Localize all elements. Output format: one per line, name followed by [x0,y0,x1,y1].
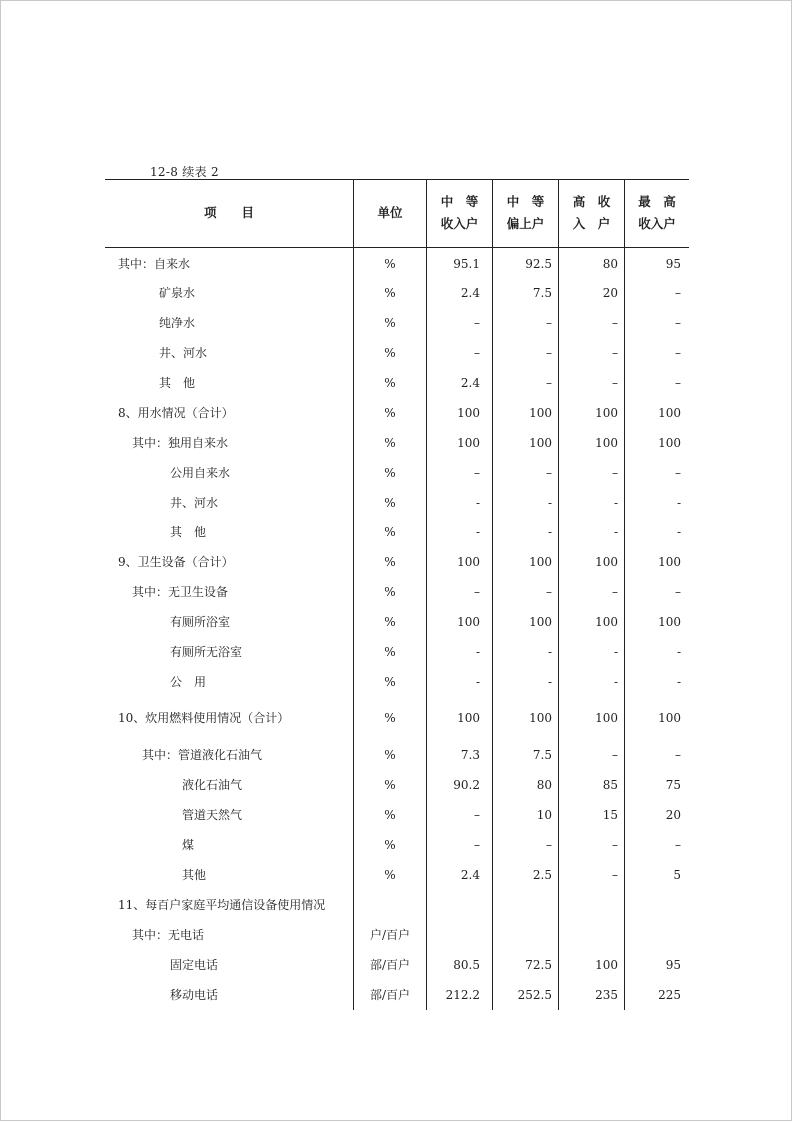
row-unit: % [384,436,396,450]
row-unit: % [384,675,396,689]
row-unit: % [384,286,396,300]
value-high-income: – [612,316,618,330]
row-unit: % [384,778,396,792]
row-label: 9、卫生设备（合计） [118,555,234,569]
row-label: 其他 [182,868,207,882]
row-unit: % [384,406,396,420]
row-label: 管道天然气 [182,808,243,822]
value-middle-income: 100 [457,406,480,420]
row-label: 其 他 [159,376,196,390]
value-highest-income: – [675,466,681,480]
value-upper-middle-income: - [547,525,552,539]
row-unit: % [384,808,396,822]
value-middle-income: 100 [457,436,480,450]
table-row [105,607,689,637]
table-row [105,547,689,577]
table-row [105,488,689,518]
table-row [105,278,689,308]
value-high-income: – [612,748,618,762]
row-label: 8、用水情况（合计） [118,406,234,420]
value-middle-income: – [474,466,480,480]
value-highest-income [629,920,681,950]
value-highest-income: – [675,346,681,360]
row-label: 井、河水 [159,346,208,360]
table-row [105,920,689,950]
value-upper-middle-income: 72.5 [525,958,552,972]
value-upper-middle-income: 80 [536,778,552,792]
value-highest-income: 100 [658,711,681,725]
value-highest-income: 100 [658,615,681,629]
row-unit: % [384,615,396,629]
value-highest-income: - [676,675,681,689]
table-row [105,890,689,920]
value-middle-income: - [475,525,480,539]
value-highest-income: – [675,585,681,599]
value-high-income: 80 [602,257,618,271]
row-unit: 部/百户 [369,988,411,1002]
value-upper-middle-income: – [546,838,552,852]
value-highest-income: – [675,748,681,762]
value-highest-income: 225 [658,988,681,1002]
table-row [105,398,689,428]
table-row [105,368,689,398]
row-unit: % [384,748,396,762]
row-unit: % [384,346,396,360]
row-unit: % [384,525,396,539]
value-highest-income: 75 [665,778,681,792]
value-upper-middle-income: 2.5 [532,868,552,882]
value-upper-middle-income: 100 [529,711,552,725]
header-item: 项 目 [203,205,254,220]
table-row [105,770,689,800]
value-middle-income: 2.4 [460,868,480,882]
value-high-income: – [612,838,618,852]
value-high-income: - [613,496,618,510]
row-label: 其中：自来水 [118,257,191,271]
value-middle-income: 90.2 [453,778,480,792]
value-upper-middle-income: 100 [529,406,552,420]
table-row [105,667,689,697]
value-middle-income: 100 [457,711,480,725]
value-middle-income: 100 [457,615,480,629]
value-upper-middle-income: 100 [529,615,552,629]
value-upper-middle-income: 100 [529,555,552,569]
row-label: 移动电话 [170,988,219,1002]
table-row [105,577,689,607]
value-middle-income: - [475,645,480,659]
row-label: 其 他 [170,525,207,539]
header-unit: 单位 [377,205,403,220]
value-middle-income: 2.4 [460,376,480,390]
table-row [105,458,689,488]
row-unit: % [384,645,396,659]
row-label: 其中：无电话 [132,928,205,942]
value-highest-income: – [675,286,681,300]
table-row [105,703,689,733]
value-upper-middle-income: 10 [536,808,552,822]
value-middle-income: 95.1 [453,257,480,271]
row-unit [354,890,426,920]
value-middle-income: 2.4 [460,286,480,300]
table-row [105,308,689,338]
value-highest-income: - [676,645,681,659]
row-unit: % [384,838,396,852]
value-middle-income: – [474,838,480,852]
value-high-income: 100 [595,436,618,450]
header-highest-income: 最 高 收入户 [638,194,676,231]
row-unit: % [384,585,396,599]
row-label: 公 用 [170,675,207,689]
row-unit: 户/百户 [369,928,411,942]
value-middle-income: 80.5 [453,958,480,972]
table-row [105,860,689,890]
value-highest-income: – [675,316,681,330]
value-upper-middle-income [497,890,552,920]
value-highest-income: - [676,525,681,539]
value-highest-income: 100 [658,436,681,450]
row-unit: % [384,316,396,330]
value-middle-income [426,920,480,950]
header-high-income: 高 收 入 户 [572,194,611,231]
table-row [105,830,689,860]
row-label: 11、每百户家庭平均通信设备使用情况 [118,898,326,912]
table-row [105,800,689,830]
value-upper-middle-income: – [546,585,552,599]
row-label: 其中：管道液化石油气 [142,748,263,762]
data-table [105,179,689,1010]
value-upper-middle-income: - [547,675,552,689]
value-highest-income: 5 [673,868,681,882]
value-high-income [563,890,618,920]
table-row [105,980,689,1010]
row-unit: % [384,711,396,725]
value-middle-income: 100 [457,555,480,569]
value-high-income: – [612,466,618,480]
value-middle-income: - [475,675,480,689]
row-label: 矿泉水 [159,286,196,300]
value-highest-income: – [675,838,681,852]
value-high-income: 100 [595,615,618,629]
value-middle-income: 7.3 [460,748,480,762]
table-row [105,950,689,980]
row-label: 有厕所浴室 [170,615,231,629]
table-row [105,338,689,368]
row-label: 10、炊用燃料使用情况（合计） [118,711,290,725]
row-unit: % [384,466,396,480]
table-row [105,517,689,547]
row-unit: % [384,868,396,882]
header-bottom-rule [105,247,689,248]
header-middle-income: 中 等 收入户 [440,194,479,231]
value-high-income: - [613,675,618,689]
row-unit: % [384,257,396,271]
row-label: 煤 [182,838,195,852]
value-high-income: - [613,645,618,659]
value-upper-middle-income [497,920,552,950]
value-high-income: – [612,376,618,390]
row-label: 其中：独用自来水 [132,436,229,450]
value-highest-income [629,890,681,920]
value-upper-middle-income: - [547,496,552,510]
table-caption: 12-8 续表 2 [150,165,219,179]
row-unit: 部/百户 [369,958,411,972]
value-high-income: 100 [595,711,618,725]
value-high-income: 235 [595,988,618,1002]
value-middle-income: – [474,808,480,822]
table-row [105,428,689,458]
row-unit: % [384,555,396,569]
value-high-income: 20 [602,286,618,300]
value-middle-income: – [474,346,480,360]
row-unit: % [384,376,396,390]
value-highest-income: 100 [658,555,681,569]
value-middle-income: – [474,316,480,330]
value-upper-middle-income: – [546,316,552,330]
value-highest-income: - [676,496,681,510]
row-label: 其中：无卫生设备 [132,585,229,599]
value-middle-income: 212.2 [445,988,480,1002]
value-upper-middle-income: 92.5 [525,257,552,271]
row-label: 井、河水 [170,496,219,510]
value-high-income: – [612,346,618,360]
value-upper-middle-income: – [546,466,552,480]
value-highest-income: 100 [658,406,681,420]
value-high-income: 100 [595,555,618,569]
value-middle-income: - [475,496,480,510]
value-middle-income [426,890,480,920]
row-label: 公用自来水 [170,466,231,480]
value-upper-middle-income: 252.5 [517,988,552,1002]
value-high-income: 85 [602,778,618,792]
value-upper-middle-income: – [546,376,552,390]
value-high-income [563,920,618,950]
value-upper-middle-income: 7.5 [532,748,552,762]
table-row [105,249,689,279]
row-label: 固定电话 [170,958,219,972]
row-label: 液化石油气 [182,778,243,792]
value-upper-middle-income: 100 [529,436,552,450]
value-highest-income: 95 [665,958,681,972]
value-high-income: 15 [602,808,618,822]
value-high-income: – [612,585,618,599]
row-unit: % [384,496,396,510]
table-row [105,637,689,667]
value-highest-income: – [675,376,681,390]
value-high-income: – [612,868,618,882]
row-label: 有厕所无浴室 [170,645,243,659]
table-row [105,740,689,770]
value-highest-income: 20 [665,808,681,822]
header-upper-middle-income: 中 等 偏上户 [506,194,545,231]
value-upper-middle-income: 7.5 [532,286,552,300]
row-label: 纯净水 [159,316,196,330]
value-highest-income: 95 [665,257,681,271]
value-upper-middle-income: - [547,645,552,659]
value-high-income: - [613,525,618,539]
value-high-income: 100 [595,958,618,972]
value-upper-middle-income: – [546,346,552,360]
value-high-income: 100 [595,406,618,420]
value-middle-income: – [474,585,480,599]
